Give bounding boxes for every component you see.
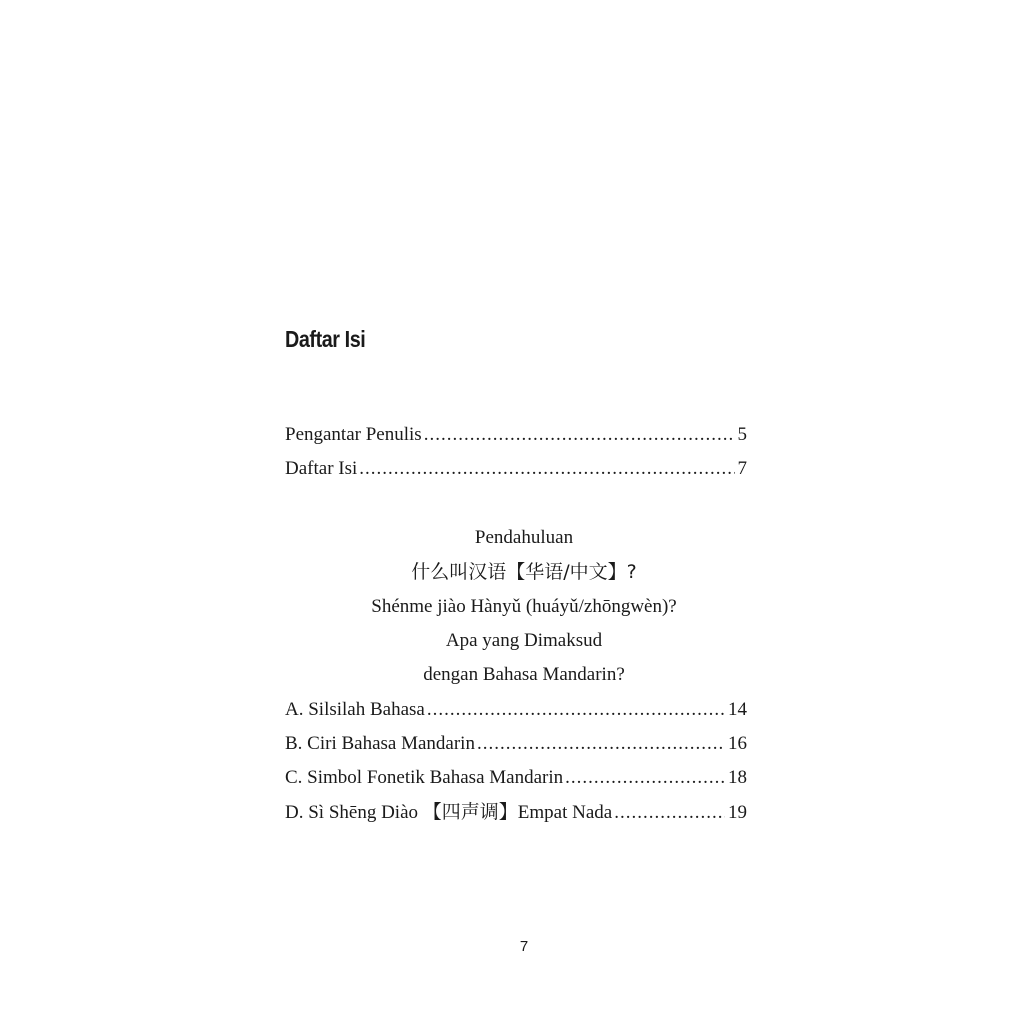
section-heading-line-3: Shénme jiào Hànyǔ (huáyǔ/zhōngwèn)? xyxy=(371,596,677,617)
toc-entry-label: D. Sì Shēng Diào 【四声调】Empat Nada xyxy=(285,802,613,823)
dot-leader xyxy=(424,423,735,447)
toc-entry-label: Daftar Isi xyxy=(285,458,358,479)
dot-leader xyxy=(427,698,725,722)
toc-entry-daftar-isi xyxy=(285,457,747,481)
toc-entry-label: A. Silsilah Bahasa xyxy=(285,699,425,720)
toc-entry-ciri-bahasa-mandarin xyxy=(285,732,747,756)
dot-leader xyxy=(359,457,734,481)
toc-entry-empat-nada xyxy=(285,801,747,825)
toc-entry-page: 14 xyxy=(728,699,747,720)
section-heading-line-1: Pendahuluan xyxy=(474,527,574,548)
dot-leader xyxy=(565,766,725,790)
toc-entry-simbol-fonetik xyxy=(285,766,747,790)
section-heading-line-5: dengan Bahasa Mandarin? xyxy=(423,664,625,685)
page-number: 7 xyxy=(519,938,529,955)
toc-entry-page: 18 xyxy=(728,767,747,788)
toc-entry-label: C. Simbol Fonetik Bahasa Mandarin xyxy=(285,767,564,788)
toc-title: Daftar Isi xyxy=(285,326,366,352)
section-heading-line-2: 什么叫汉语【华语/中文】? xyxy=(411,561,637,583)
toc-entry-silsilah-bahasa xyxy=(285,698,747,722)
toc-entry-page: 19 xyxy=(728,802,747,823)
toc-entry-page: 5 xyxy=(737,424,747,445)
toc-entry-label: B. Ciri Bahasa Mandarin xyxy=(285,733,475,754)
section-heading-line-4: Apa yang Dimaksud xyxy=(445,630,603,651)
toc-entry-label: Pengantar Penulis xyxy=(285,424,422,445)
toc-entry-page: 7 xyxy=(737,458,747,479)
dot-leader xyxy=(614,801,725,825)
toc-entry-page: 16 xyxy=(728,733,747,754)
dot-leader xyxy=(477,732,725,756)
toc-entry-pengantar-penulis xyxy=(285,423,747,447)
